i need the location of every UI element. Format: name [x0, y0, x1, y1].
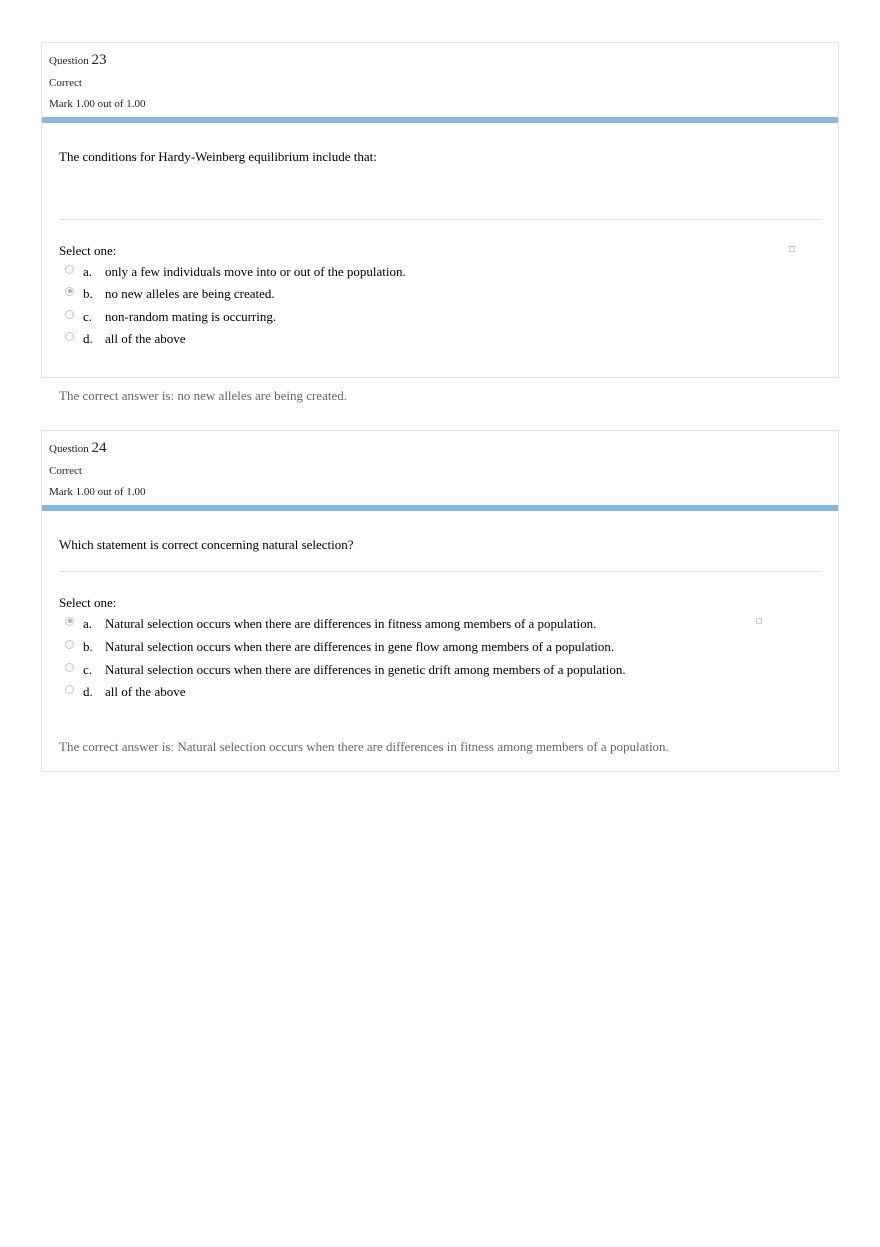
- question-label: Question: [49, 55, 89, 67]
- question-state: Correct: [49, 77, 82, 89]
- option-text: no new alleles are being created.: [105, 286, 275, 301]
- answer-option-a[interactable]: [65, 614, 596, 634]
- option-letter: d.: [83, 684, 93, 699]
- option-text: Natural selection occurs when there are differences in gene flow among members of a population.: [105, 639, 615, 654]
- option-letter: c.: [83, 309, 93, 324]
- question-state: Correct: [49, 465, 82, 477]
- select-one-prompt: Select one:: [59, 595, 117, 610]
- option-letter: d.: [83, 331, 93, 346]
- radio-button-icon[interactable]: [65, 685, 74, 694]
- answer-option-b[interactable]: [65, 637, 614, 657]
- question-info: [42, 43, 838, 117]
- select-one-prompt: Select one:: [59, 243, 117, 258]
- answer-option-d[interactable]: [65, 329, 186, 349]
- question-grade: Mark 1.00 out of 1.00: [49, 486, 146, 498]
- radio-button-icon[interactable]: [65, 265, 74, 274]
- answer-option-d[interactable]: [65, 682, 186, 702]
- radio-button-checked-icon[interactable]: [65, 617, 74, 626]
- radio-button-icon[interactable]: [65, 310, 74, 319]
- question-number: 24: [91, 440, 107, 456]
- correct-answer-feedback: The correct answer is: Natural selection occurs when there are differences in fitness among members of a population.: [59, 739, 669, 754]
- question-number-line: [49, 52, 106, 69]
- option-text: Natural selection occurs when there are differences in genetic drift among members of a population.: [105, 662, 626, 677]
- question-24: [41, 430, 839, 772]
- correct-answer-feedback: The correct answer is: no new alleles are being created.: [59, 388, 348, 403]
- question-grade: Mark 1.00 out of 1.00: [49, 98, 146, 110]
- option-letter: a.: [83, 264, 93, 279]
- option-letter: a.: [83, 616, 93, 631]
- option-letter: b.: [83, 286, 93, 301]
- option-text: all of the above: [105, 684, 186, 699]
- question-number: 23: [91, 52, 107, 68]
- option-text: only a few individuals move into or out of the population.: [105, 264, 406, 279]
- radio-button-icon[interactable]: [65, 332, 74, 341]
- question-label: Question: [49, 443, 89, 455]
- answer-option-b[interactable]: [65, 284, 275, 304]
- answer-option-a[interactable]: [65, 262, 406, 282]
- question-divider: [59, 571, 822, 572]
- question-info: [42, 431, 838, 505]
- question-text: Which statement is correct concerning natural selection?: [59, 537, 354, 552]
- question-text: The conditions for Hardy-Weinberg equilibrium include that:: [59, 149, 377, 164]
- radio-button-icon[interactable]: [65, 663, 74, 672]
- answer-option-c[interactable]: [65, 660, 626, 680]
- question-divider: [59, 219, 822, 220]
- question-accent-bar: [42, 117, 838, 123]
- correct-check-icon: [789, 246, 795, 252]
- option-text: Natural selection occurs when there are differences in fitness among members of a population.: [105, 616, 597, 631]
- question-number-line: [49, 440, 106, 457]
- correct-check-icon: [756, 618, 762, 624]
- option-letter: b.: [83, 639, 93, 654]
- option-text: non-random mating is occurring.: [105, 309, 277, 324]
- radio-button-icon[interactable]: [65, 640, 74, 649]
- question-23: [41, 42, 839, 403]
- answer-option-c[interactable]: [65, 307, 276, 327]
- question-accent-bar: [42, 505, 838, 511]
- option-letter: c.: [83, 662, 93, 677]
- option-text: all of the above: [105, 331, 186, 346]
- radio-button-checked-icon[interactable]: [65, 287, 74, 296]
